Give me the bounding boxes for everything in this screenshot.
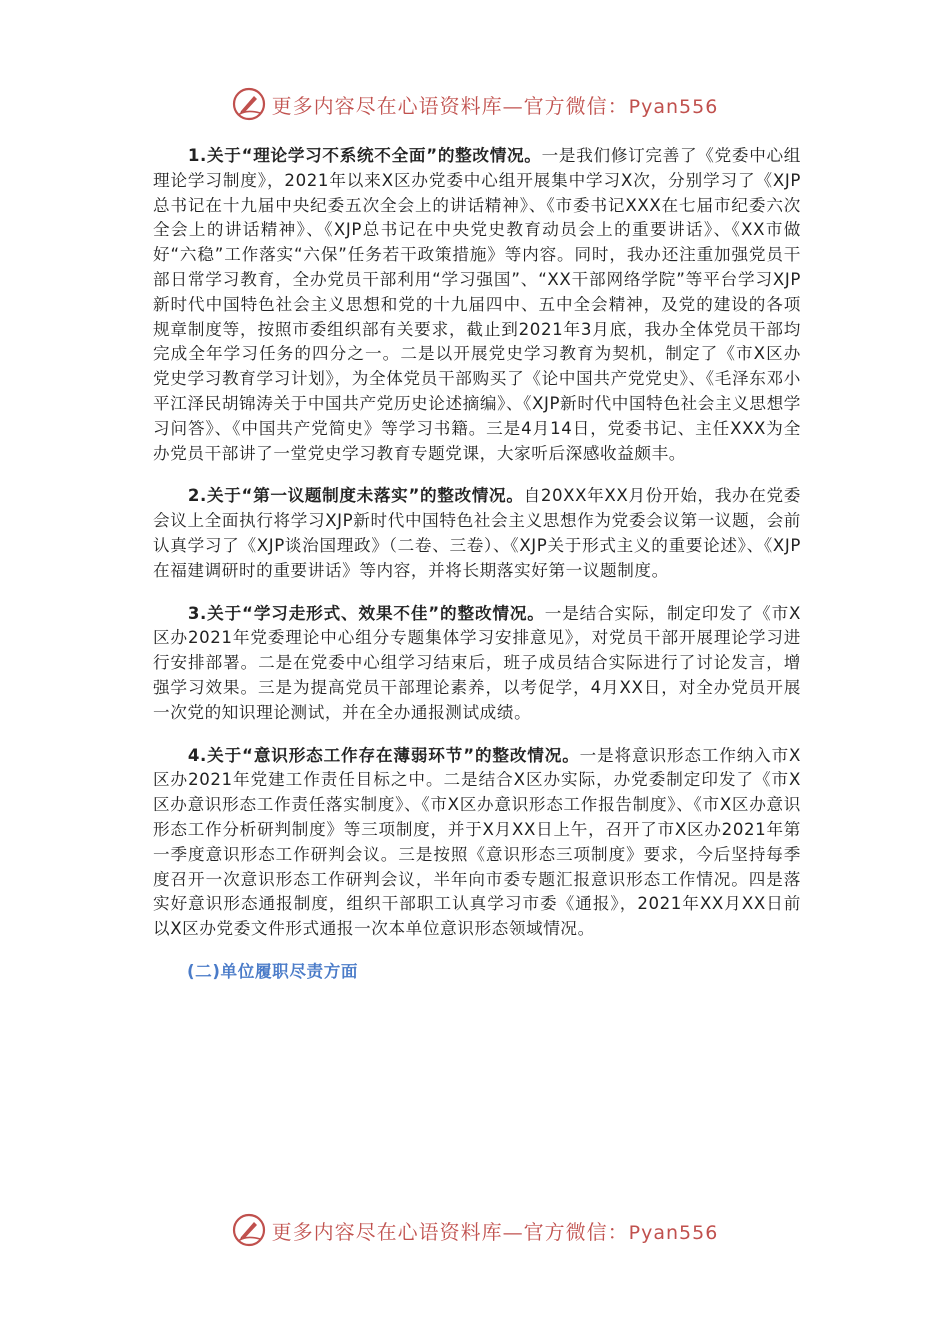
- pen-logo-icon: [232, 1213, 266, 1247]
- watermark-footer: [0, 1210, 950, 1250]
- section-heading: (二)单位履职尽责方面: [187, 961, 359, 981]
- watermark-id: Pyan556: [628, 95, 719, 118]
- paragraph-2-body: 自20XX年XX月份开始，我办在党委会议上全面执行将学习XJP新时代中国特色社会主义思想作为党委会议第一议题，会前认真学习了《XJP谈治国理政》（二卷、三卷）、《XJP关于形式主义的重要论述》、《XJP在福建调研时的重要讲话》等内容，并将长期落实好第一议题制度。: [153, 486, 801, 580]
- document-body: [153, 144, 801, 985]
- paragraph-2-lead: 2.关于“第一议题制度未落实”的整改情况。: [187, 486, 524, 506]
- paragraph-3: [153, 602, 801, 726]
- watermark-text: 更多内容尽在心语资料库—官方微信：: [271, 93, 629, 118]
- paragraph-1: [153, 144, 801, 466]
- paragraph-4-lead: 4.关于“意识形态工作存在薄弱环节”的整改情况。: [187, 745, 580, 765]
- watermark-header: [0, 84, 950, 124]
- watermark-text: 更多内容尽在心语资料库—官方微信：: [271, 1219, 629, 1244]
- pen-logo-icon: [232, 87, 266, 121]
- watermark-label: [272, 1216, 719, 1245]
- paragraph-3-lead: 3.关于“学习走形式、效果不佳”的整改情况。: [187, 603, 545, 623]
- paragraph-4: [153, 744, 801, 942]
- watermark-id: Pyan556: [628, 1221, 719, 1244]
- paragraph-2: [153, 484, 801, 583]
- paragraph-4-body: 一是将意识形态工作纳入市X区办2021年党建工作责任目标之中。二是结合X区办实际，办党委制定印发了《市X区办意识形态工作责任落实制度》、《市X区办意识形态工作报告制度》、《市X区办意识形态工作分析研判制度》等三项制度，并于X月XX日上午，召开了市X区办2021年第一季度意识形态工作研判会议。三是按照《意识形态三项制度》要求，今后坚持每季度召开一次意识形态工作研判会议，半年向市委专题汇报意识形态工作情况。四是落实好意识形态通报制度，组织干部职工认真学习市委《通报》，2021年XX月XX日前以X区办党委文件形式通报一次本单位意识形态领域情况。: [153, 745, 802, 939]
- paragraph-3-body: 一是结合实际，制定印发了《市X区办2021年党委理论中心组分专题集体学习安排意见》，对党员干部开展理论学习进行安排部署。二是在党委中心组学习结束后，班子成员结合实际进行了讨论发言，增强学习效果。三是为提高党员干部理论素养，以考促学，4月XX日，对全办党员开展一次党的知识理论测试，并在全办通报测试成绩。: [153, 603, 801, 722]
- watermark-label: [272, 90, 719, 119]
- paragraph-1-lead: 1.关于“理论学习不系统不全面”的整改情况。: [187, 146, 542, 165]
- paragraph-1-body: 一是我们修订完善了《党委中心组理论学习制度》，2021年以来X区办党委中心组开展集中学习X次，分别学习了《XJP总书记在十九届中央纪委五次全会上的讲话精神》、《市委书记XXX在七届市纪委六次全会上的讲话精神》、《XJP总书记在中央党史教育动员会上的重要讲话》、《XX市做好“六稳”工作落实“六保”任务若干政策措施》等内容。同时，我办还注重加强党员干部日常学习教育，全办党员干部利用“学习强国”、“XX干部网络学院”等平台学习XJP新时代中国特色社会主义思想和党的十九届四中、五中全会精神，及党的建设的各项规章制度等，按照市委组织部有关要求，截止到2021年3月底，我办全体党员干部均完成全年学习任务的四分之一。二是以开展党史学习教育为契机，制定了《市X区办党史学习教育学习计划》，为全体党员干部购买了《论中国共产党党史》、《毛泽东邓小平江泽民胡锦涛关于中国共产党历史论述摘编》、《XJP新时代中国特色社会主义思想学习问答》、《中国共产党简史》等学习书籍。三是4月14日，党委书记、主任XXX为全办党员干部讲了一堂党史学习教育专题党课，大家听后深感收益颇丰。: [153, 146, 801, 463]
